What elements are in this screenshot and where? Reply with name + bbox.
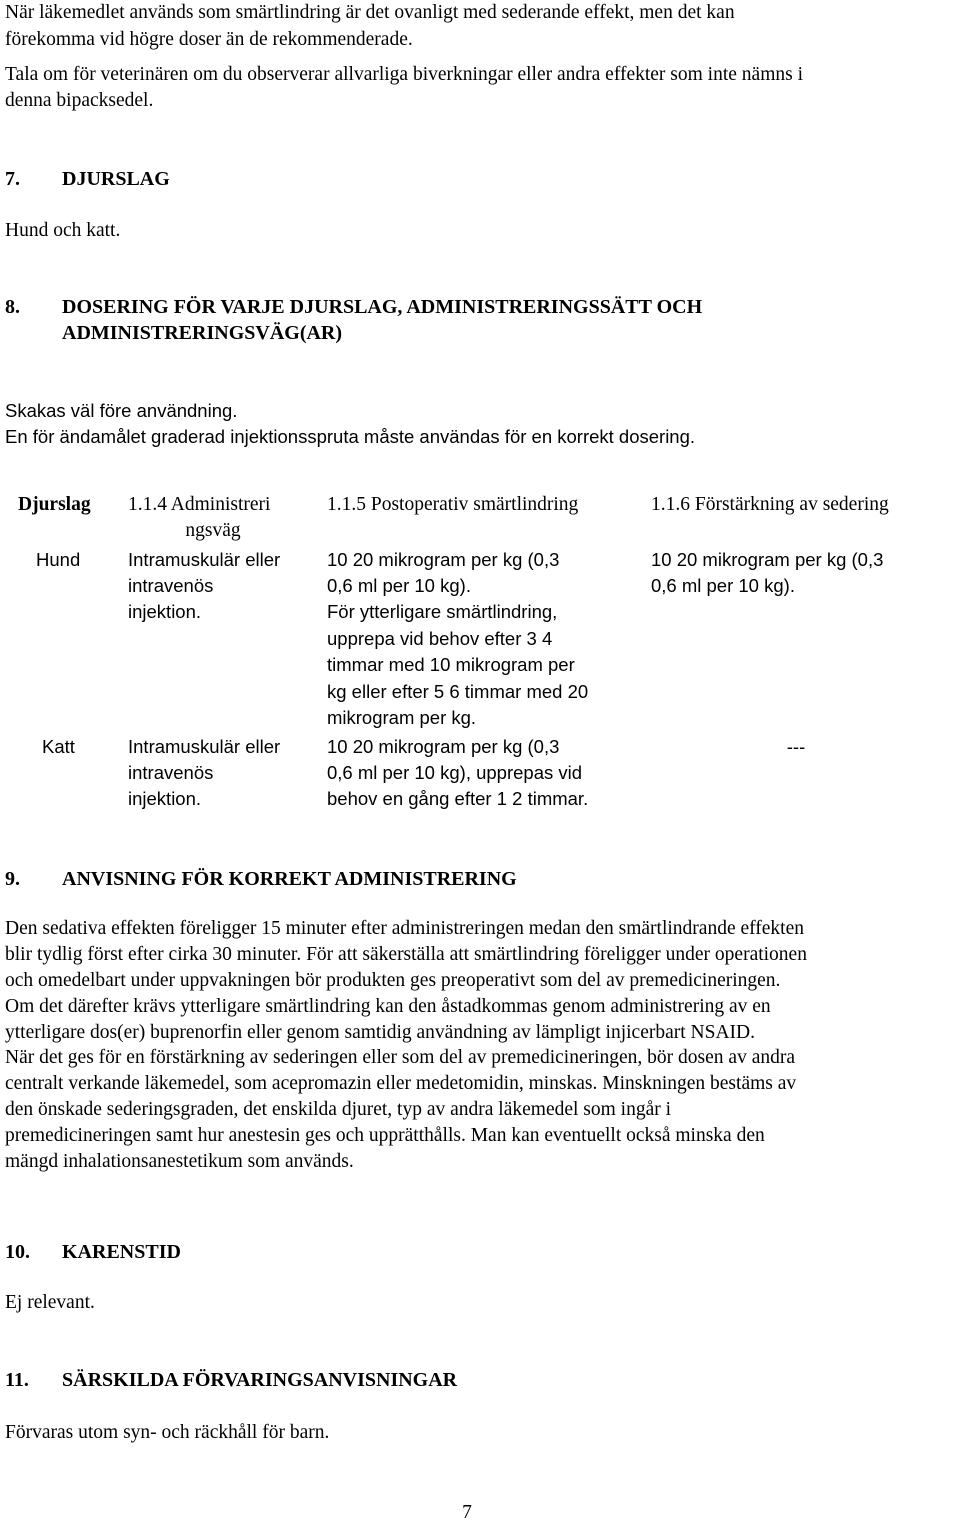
table-cell-postop: upprepa vid behov efter 3 4 xyxy=(327,628,553,649)
table-cell-route: injektion. xyxy=(128,601,202,622)
section-9-body-line: och omedelbart under uppvakningen bör produkten ges preoperativt som del av premedicineringen. xyxy=(5,970,781,991)
table-cell-route: intravenös xyxy=(128,762,214,783)
table-cell-species: Hund xyxy=(36,549,81,570)
section-7-number: 7. xyxy=(5,168,20,190)
table-header-postop: 1.1.5 Postoperativ smärtlindring xyxy=(327,494,579,515)
section-11-title: SÄRSKILDA FÖRVARINGSANVISNINGAR xyxy=(62,1369,458,1391)
intro-line: När läkemedlet används som smärtlindring är det ovanligt med sederande effekt, men det kan xyxy=(5,2,735,23)
section-7-title: DJURSLAG xyxy=(62,168,170,190)
section-9-body-line: centralt verkande läkemedel, som acepromazin eller medetomidin, minskas. Minskningen bestäms av xyxy=(5,1073,797,1094)
table-cell-postop: 0,6 ml per 10 kg), upprepas vid xyxy=(327,762,583,783)
section-9-body-line: premedicineringen samt hur anestesin ges och upprätthålls. Man kan eventuellt också minska den xyxy=(5,1125,765,1146)
section-10-number: 10. xyxy=(5,1241,30,1263)
table-header-route: 1.1.4 Administreri xyxy=(128,494,271,515)
table-cell-sedation: 0,6 ml per 10 kg). xyxy=(651,575,795,596)
section-11-body: Förvaras utom syn- och räckhåll för barn. xyxy=(5,1422,330,1443)
table-cell-postop: 0,6 ml per 10 kg). xyxy=(327,575,471,596)
table-cell-species: Katt xyxy=(42,736,75,757)
table-header-route: ngsväg xyxy=(185,520,241,541)
section-9-body-line: den önskade sederingsgraden, det enskilda djuret, typ av andra läkemedel som ingår i xyxy=(5,1099,672,1120)
section-10-title: KARENSTID xyxy=(62,1241,181,1263)
section-8-number: 8. xyxy=(5,296,20,318)
table-cell-postop: kg eller efter 5 6 timmar med 20 xyxy=(327,681,589,702)
table-header-species: Djurslag xyxy=(18,494,91,515)
section-9-body-line: Den sedativa effekten föreligger 15 minuter efter administreringen medan den smärtlindrande effekten xyxy=(5,918,805,939)
table-cell-postop: timmar med 10 mikrogram per xyxy=(327,654,575,675)
section-9-title: ANVISNING FÖR KORREKT ADMINISTRERING xyxy=(62,868,517,890)
intro-line: denna bipacksedel. xyxy=(5,90,154,111)
page-number: 7 xyxy=(462,1502,472,1523)
section-9-body-line: Om det därefter krävs ytterligare smärtlindring kan den åstadkommas genom administrering av en xyxy=(5,996,771,1017)
table-cell-postop: behov en gång efter 1 2 timmar. xyxy=(327,788,589,809)
intro-line: Tala om för veterinären om du observerar allvarliga biverkningar eller andra effekter som inte nämns i xyxy=(5,64,803,85)
table-cell-route: injektion. xyxy=(128,788,202,809)
section-9-number: 9. xyxy=(5,868,20,890)
section-9-body-line: blir tydlig först efter cirka 30 minuter. För att säkerställa att smärtlindring föreligger under operationen xyxy=(5,944,807,965)
table-cell-postop: mikrogram per kg. xyxy=(327,707,477,728)
section-9-body-line: ytterligare dos(er) buprenorfin eller genom samtidig användning av lämpligt injicerbart NSAID. xyxy=(5,1022,755,1043)
table-cell-route: intravenös xyxy=(128,575,214,596)
table-cell-postop: 10 20 mikrogram per kg (0,3 xyxy=(327,549,560,570)
table-cell-postop: 10 20 mikrogram per kg (0,3 xyxy=(327,736,560,757)
table-cell-route: Intramuskulär eller xyxy=(128,549,281,570)
table-cell-postop: För ytterligare smärtlindring, xyxy=(327,601,558,622)
section-9-body-line: När det ges för en förstärkning av sederingen eller som del av premedicineringen, bör dosen av andra xyxy=(5,1047,795,1068)
intro-line: förekomma vid högre doser än de rekommenderade. xyxy=(5,29,413,50)
section-10-body: Ej relevant. xyxy=(5,1292,95,1313)
table-cell-sedation: 10 20 mikrogram per kg (0,3 xyxy=(651,549,884,570)
table-header-sedation: 1.1.6 Förstärkning av sedering xyxy=(651,494,889,515)
section-7-body: Hund och katt. xyxy=(5,220,121,241)
section-11-number: 11. xyxy=(5,1369,29,1391)
section-8-title-line: DOSERING FÖR VARJE DJURSLAG, ADMINISTRERINGSSÄTT OCH xyxy=(62,296,703,318)
table-cell-route: Intramuskulär eller xyxy=(128,736,281,757)
section-8-title-line: ADMINISTRERINGSVÄG(AR) xyxy=(62,322,343,344)
section-8-body-line: En för ändamålet graderad injektionsspruta måste användas för en korrekt dosering. xyxy=(5,426,696,447)
section-9-body-line: mängd inhalationsanestetikum som används. xyxy=(5,1151,354,1172)
section-8-body-line: Skakas väl före användning. xyxy=(5,400,238,421)
table-cell-sedation: --- xyxy=(786,736,806,757)
